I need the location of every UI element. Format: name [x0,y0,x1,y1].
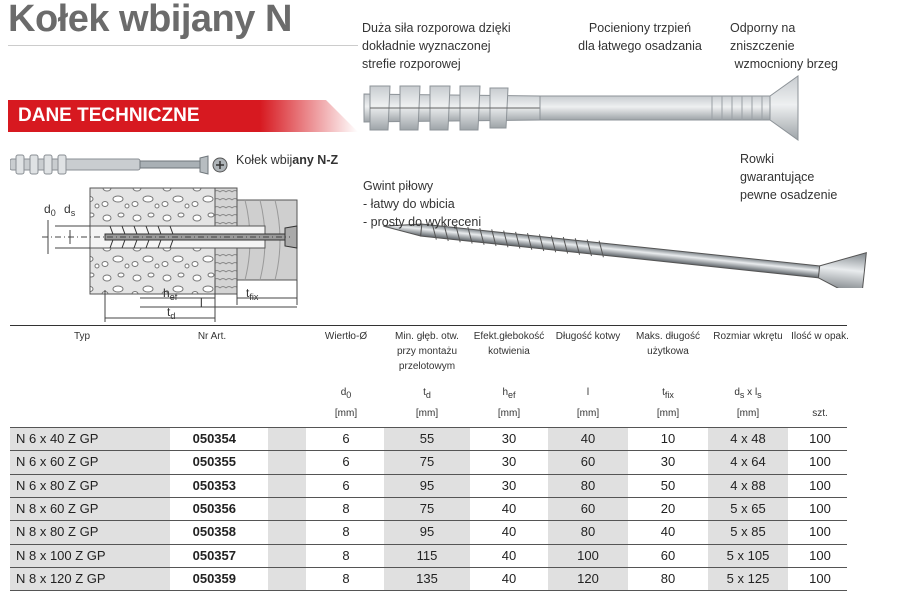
table-cell-td: 55 [419,431,435,446]
table-cell-d0: 6 [342,431,350,446]
table-cell-d0: 6 [342,454,350,470]
column-header: Maks. długość użytkowa [636,331,700,357]
table-cell-type: N 8 x 80 Z GP [16,524,99,540]
table-cell-art: 050355 [192,454,236,470]
table-cell-hef: 40 [501,500,517,516]
table-cell-art: 050356 [192,500,236,516]
label-tfix: $t_{fix}$ [246,286,259,302]
table-cell-type: N 6 x 80 Z GP [16,477,99,493]
column-symbol: l [586,387,590,398]
table-cell-td: 75 [419,500,435,516]
column-symbol: ds x ls [734,387,762,400]
table-row-rule [10,544,847,545]
table-cell-hef: 30 [501,477,517,493]
table-top-rule [10,325,847,326]
table-cell-art: 050359 [192,570,236,586]
column-header: Typ [73,331,91,342]
label-l: l [200,296,203,310]
table-cell-hef: 40 [501,547,517,563]
table-row-rule [10,497,847,498]
table-cell-qty: 100 [809,500,831,516]
table-cell-screw: 4 x 48 [730,431,766,446]
section-banner [8,100,358,132]
table-cell-d0: 8 [342,524,350,540]
small-anchor-illustration [10,152,230,178]
table-cell-d0: 6 [342,477,350,493]
table-cell-tfix: 10 [660,431,676,446]
label-td: $t_d$ [167,305,176,321]
table-cell-screw: 4 x 64 [730,454,766,470]
table-cell-l: 60 [580,454,596,470]
label-ds: $d_s$ [64,202,76,218]
table-cell-type: N 8 x 60 Z GP [16,500,99,516]
column-header: Efekt.głebokość kotwienia [473,331,545,357]
column-header: Wiertło-Ø [324,331,368,342]
table-cell-td: 95 [419,477,435,493]
column-unit: [mm] [576,408,600,419]
callout-thin-shaft: Pocieniony trzpień dla łatwego osadzania [578,21,702,53]
table-cell-l: 80 [580,477,596,493]
column-header: Nr Art. [197,331,227,342]
section-title: DANE TECHNICZNE [18,105,200,126]
table-bottom-rule [10,590,847,591]
table-cell-art: 050357 [192,547,236,563]
large-anchor-illustration [360,72,830,144]
column-header: Rozmiar wkrętu [713,331,783,342]
column-symbol: td [423,387,431,400]
column-symbol: d0 [340,387,352,400]
table-cell-l: 100 [577,547,599,563]
column-header: Długość kotwy [555,331,621,342]
table-cell-d0: 8 [342,547,350,563]
table-cell-td: 95 [419,524,435,540]
table-row-rule [10,450,847,451]
table-cell-screw: 4 x 88 [730,477,766,493]
table-cell-qty: 100 [809,431,831,446]
callout-grooves: Rowki gwarantujące pewne osadzenie [740,152,838,202]
table-cell-tfix: 50 [660,477,676,493]
table-row-rule [10,520,847,521]
technical-data-table [0,325,901,597]
table-cell-hef: 30 [501,454,517,470]
table-cell-tfix: 60 [660,547,676,563]
table-cell-tfix: 80 [660,570,676,586]
table-cell-type: N 6 x 40 Z GP [16,431,99,446]
table-cell-l: 40 [580,431,596,446]
table-cell-d0: 8 [342,500,350,516]
table-cell-art: 050353 [192,477,236,493]
column-header: Ilość w opak. [791,331,849,342]
table-cell-screw: 5 x 65 [730,500,766,516]
table-cell-art: 050358 [192,524,236,540]
table-cell-hef: 40 [501,570,517,586]
table-cell-l: 60 [580,500,596,516]
table-cell-type: N 8 x 120 Z GP [16,570,106,586]
callout-reinforced-rim: Odporny na zniszczenie wzmocniony brzeg [730,21,838,71]
column-unit: [mm] [656,408,680,419]
table-cell-type: N 6 x 60 Z GP [16,454,99,470]
column-unit: [mm] [415,408,439,419]
table-cell-d0: 8 [342,570,350,586]
table-cell-hef: 30 [501,431,517,446]
callout-saw-thread: Gwint piłowy - łatwy do wbicia - prosty do wykręceni [363,179,482,229]
column-header: Min. głęb. otw. przy montażu przelotowym [395,331,459,372]
shaded-column-gap [268,427,306,590]
table-cell-td: 135 [416,570,438,586]
column-unit: [mm] [497,408,521,419]
title-underline [8,45,358,46]
column-symbol: tfix [662,387,674,400]
table-cell-type: N 8 x 100 Z GP [16,547,106,563]
small-product-caption: Kołek wbijany N-Z [236,153,339,167]
page-title: Kołek wbijany N [8,0,292,40]
column-unit: szt. [812,408,828,419]
table-cell-tfix: 30 [660,454,676,470]
table-cell-screw: 5 x 125 [726,570,770,586]
column-symbol: hef [502,387,516,400]
table-cell-qty: 100 [809,454,831,470]
table-cell-qty: 100 [809,524,831,540]
table-cell-tfix: 20 [660,500,676,516]
table-cell-screw: 5 x 105 [726,547,770,563]
table-cell-tfix: 40 [660,524,676,540]
table-row-rule [10,427,847,428]
table-cell-screw: 5 x 85 [730,524,766,540]
table-cell-l: 80 [580,524,596,540]
table-cell-td: 75 [419,454,435,470]
label-hef: $h_{ef}$ [163,286,178,302]
label-d0: $d_0$ [44,202,56,218]
table-cell-art: 050354 [192,431,236,446]
table-cell-qty: 100 [809,570,831,586]
callout-expansion-zone: Duża siła rozporowa dzięki dokładnie wyznaczonej strefie rozporowej [362,21,511,71]
table-row-rule [10,474,847,475]
table-cell-qty: 100 [809,477,831,493]
table-cell-hef: 40 [501,524,517,540]
table-cell-qty: 100 [809,547,831,563]
column-unit: [mm] [736,408,760,419]
table-cell-l: 120 [577,570,599,586]
column-unit: [mm] [334,408,358,419]
table-row-rule [10,567,847,568]
table-cell-td: 115 [416,547,438,563]
